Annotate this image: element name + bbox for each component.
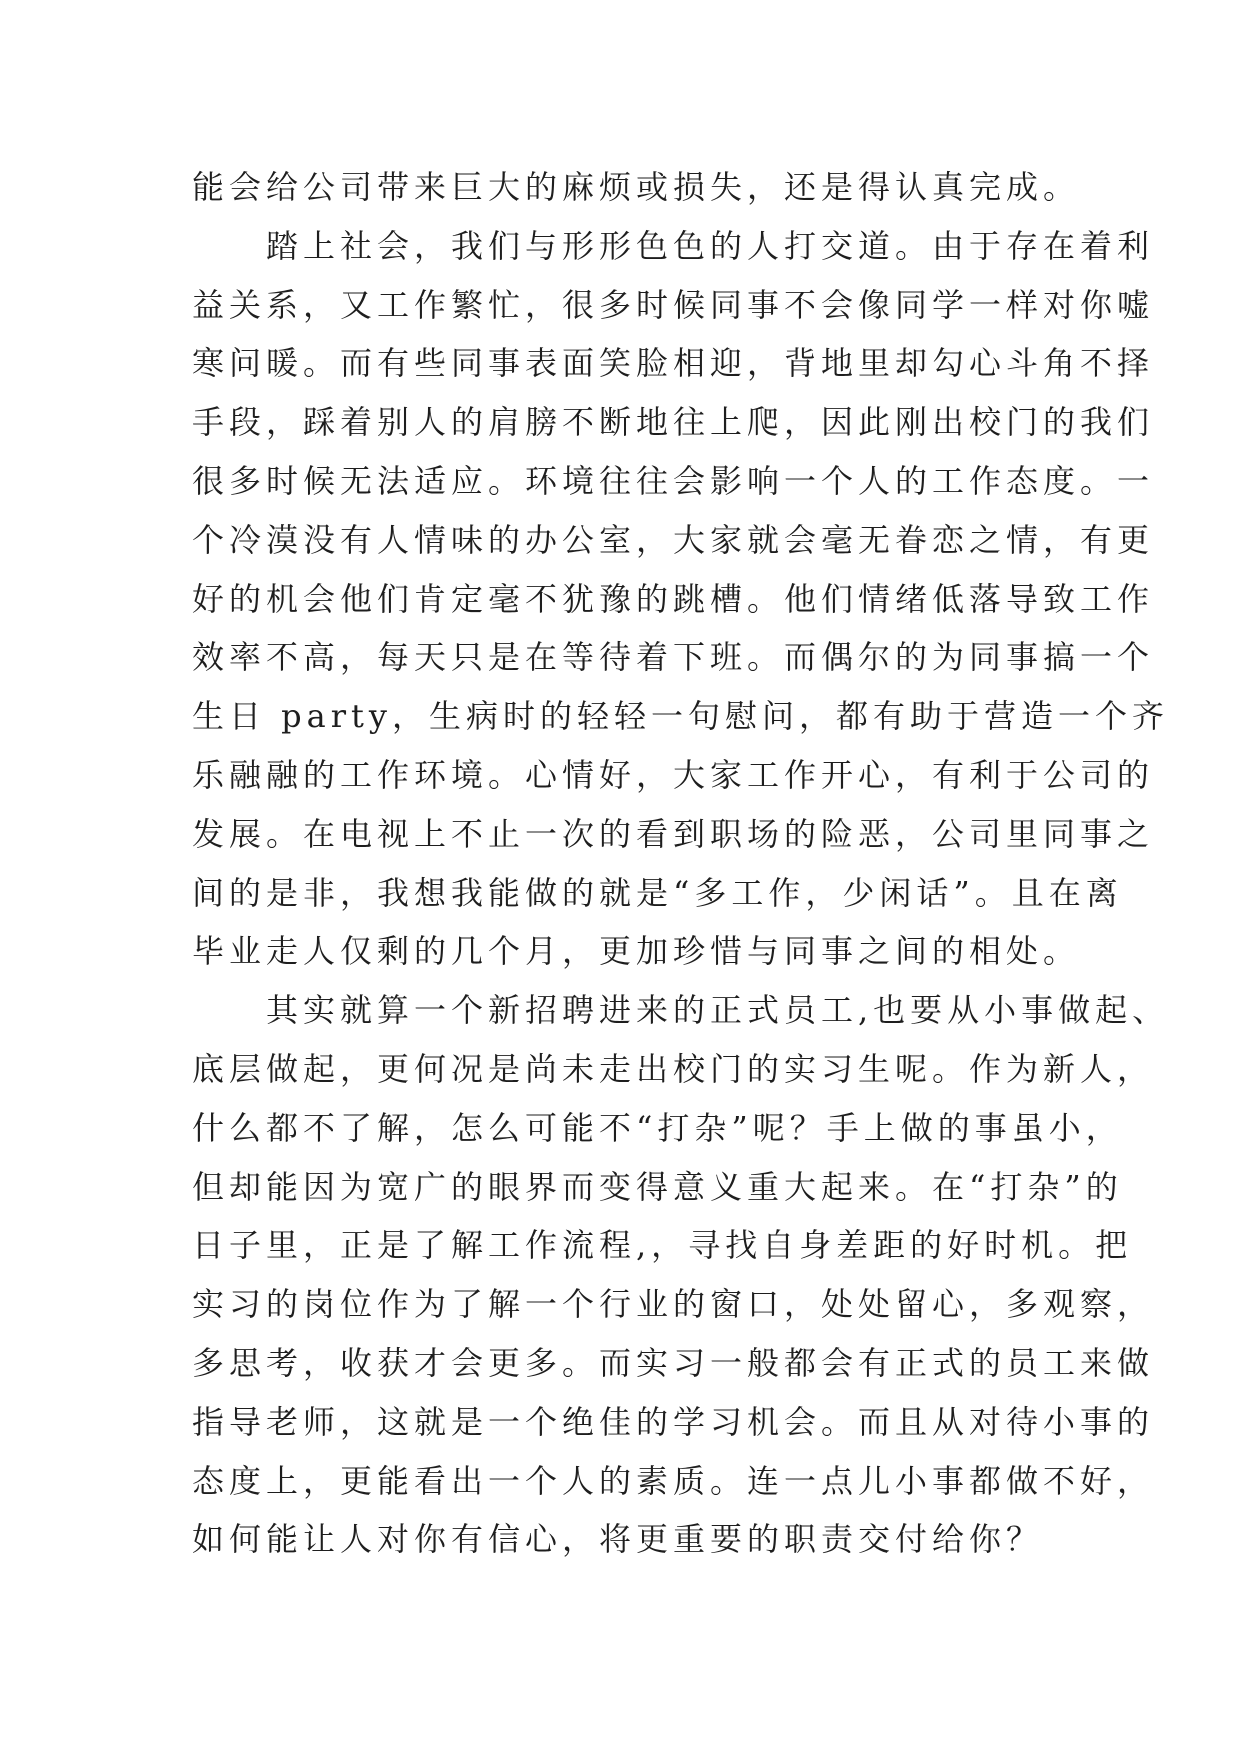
text-line: 实习的岗位作为了解一个行业的窗口，处处留心，多观察， [192,1285,1155,1324]
text-line: 态度上，更能看出一个人的素质。连一点儿小事都做不好， [192,1461,1155,1500]
text-line: 生日 party，生病时的轻轻一句慰问，都有助于营造一个齐 [192,697,1169,736]
text-line: 益关系，又工作繁忙，很多时候同事不会像同学一样对你嘘 [192,285,1155,324]
text-line: 寒问暖。而有些同事表面笑脸相迎，背地里却勾心斗角不择 [192,344,1155,383]
text-line: 多思考，收获才会更多。而实习一般都会有正式的员工来做 [192,1343,1155,1382]
body-text [192,158,1170,1569]
text-line: 发展。在电视上不止一次的看到职场的险恶，公司里同事之 [192,814,1155,853]
text-line: 很多时候无法适应。环境往往会影响一个人的工作态度。一 [192,461,1155,500]
text-line: 踏上社会，我们与形形色色的人打交道。由于存在着利 [266,226,1155,265]
text-line: 间的是非，我想我能做的就是“多工作，少闲话”。且在离 [192,873,1123,912]
text-line: 其实就算一个新招聘进来的正式员工,也要从小事做起、 [266,991,1170,1030]
text-line: 乐融融的工作环境。心情好，大家工作开心，有利于公司的 [192,755,1155,794]
text-line: 但却能因为宽广的眼界而变得意义重大起来。在“打杂”的 [192,1167,1123,1206]
text-line: 底层做起，更何况是尚未走出校门的实习生呢。作为新人， [192,1049,1155,1088]
text-line: 个冷漠没有人情味的办公室，大家就会毫无眷恋之情，有更 [192,520,1155,559]
text-line: 手段，踩着别人的肩膀不断地往上爬，因此刚出校门的我们 [192,403,1155,442]
text-line: 什么都不了解，怎么可能不“打杂”呢？手上做的事虽小， [192,1108,1123,1147]
text-line: 指导老师，这就是一个绝佳的学习机会。而且从对待小事的 [192,1402,1155,1441]
text-line: 毕业走人仅剩的几个月，更加珍惜与同事之间的相处。 [192,932,1081,971]
text-line: 好的机会他们肯定毫不犹豫的跳槽。他们情绪低落导致工作 [192,579,1155,618]
text-line: 日子里，正是了解工作流程,，寻找自身差距的好时机。把 [192,1226,1133,1265]
text-line: 效率不高，每天只是在等待着下班。而偶尔的为同事搞一个 [192,638,1155,677]
text-line: 能会给公司带来巨大的麻烦或损失，还是得认真完成。 [192,168,1081,206]
text-line: 如何能让人对你有信心，将更重要的职责交付给你？ [192,1520,1044,1559]
